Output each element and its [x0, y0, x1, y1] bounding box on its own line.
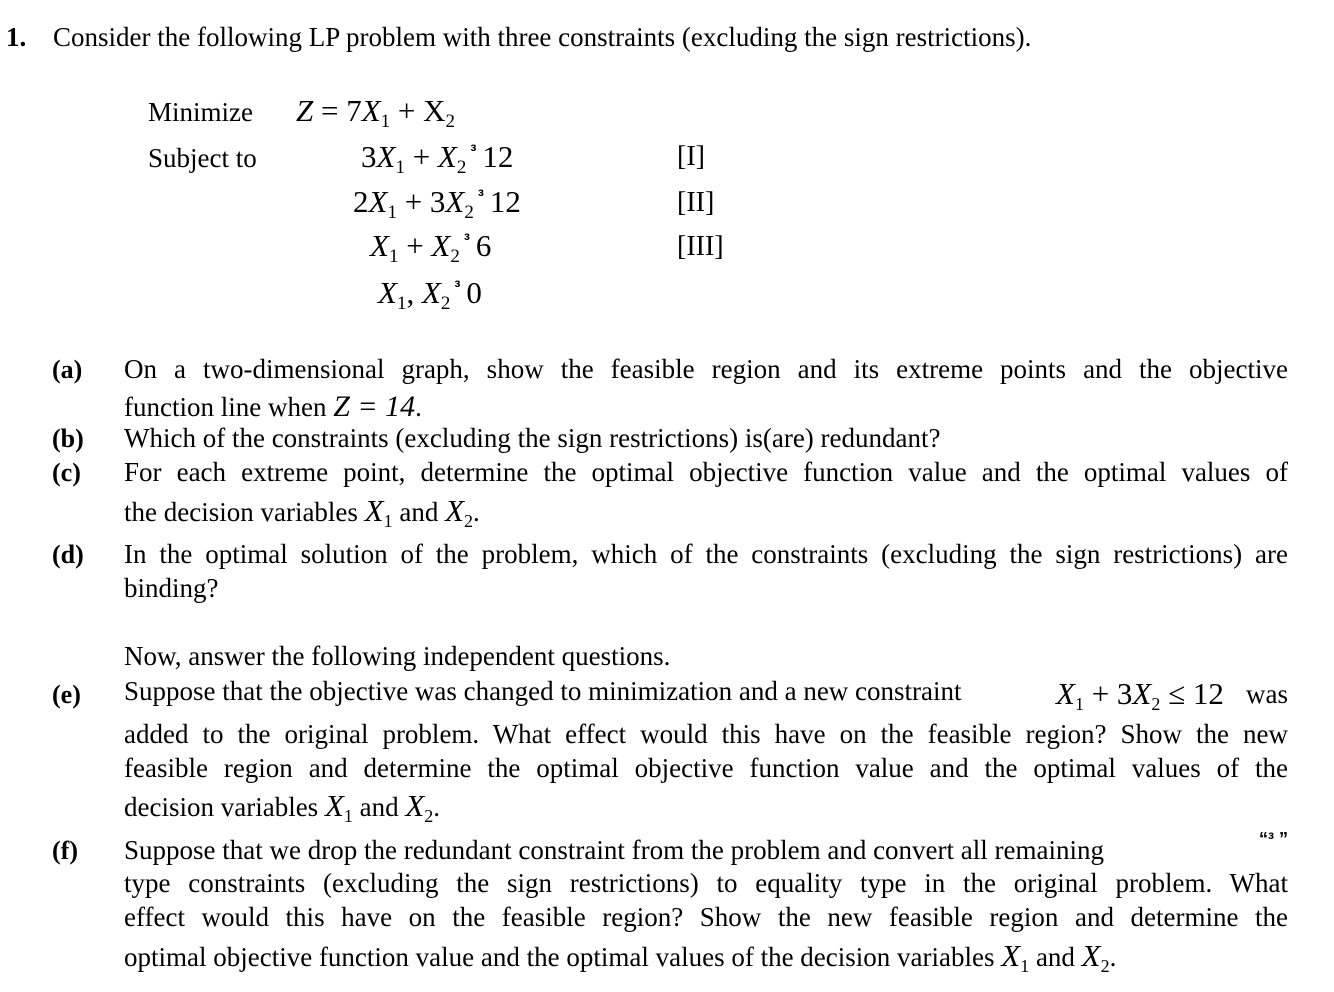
- part-a-line-1: On a two-dimensional graph, show the feasible region and its extreme points and the objective: [124, 354, 1288, 384]
- part-c-line-2: the decision variables $X_1$ and $X_2$.: [124, 493, 480, 531]
- part-a-label: (a): [52, 355, 83, 384]
- constraint-2: $2X_1 + 3X_2^{^3}$ 12: [353, 184, 521, 223]
- constraint-3-tag: [III]: [677, 231, 724, 262]
- question-number: 1.: [6, 22, 27, 52]
- constraint-1: $3X_1 + X_2^{^3}$ 12: [361, 139, 514, 178]
- constraint-relation: ³: [470, 141, 477, 161]
- sign-restriction: $X_1$, $X_2^{^3}$ 0: [378, 275, 482, 314]
- part-c-line-1: For each extreme point, determine the optimal objective function value and the optimal values of: [124, 457, 1288, 487]
- part-f-line-2: type constraints (excluding the sign restrictions) to equality type in the original problem. What: [124, 868, 1288, 898]
- part-e-line-1: Suppose that the objective was changed to minimization and a new constraint $X_1 + 3X_2 \le 12$ was: [124, 676, 1288, 714]
- part-f-label: (f): [52, 836, 78, 865]
- independent-questions-intro: Now, answer the following independent questions.: [124, 641, 671, 671]
- geq-quote: “³ ”: [1259, 829, 1288, 849]
- part-e-line-2: added to the original problem. What effect would this have on the feasible region? Show the new: [124, 719, 1288, 749]
- part-e-label: (e): [52, 680, 81, 709]
- subject-to-label: Subject to: [148, 143, 257, 173]
- constraint-2-tag: [II]: [677, 187, 715, 218]
- part-b-line-1: Which of the constraints (excluding the sign restrictions) is(are) redundant?: [124, 423, 941, 453]
- part-d-label: (d): [52, 540, 84, 569]
- part-e-line-3: feasible region and determine the optimal objective function value and the optimal values of the: [124, 753, 1288, 783]
- question-intro: Consider the following LP problem with three constraints (excluding the sign restrictions).: [53, 22, 1032, 52]
- constraint-3: $X_1 + X_2^{^3}$ 6: [370, 228, 492, 267]
- part-e-line-4: decision variables $X_1$ and $X_2$.: [124, 788, 441, 826]
- part-d-line-1: In the optimal solution of the problem, which of the constraints (excluding the sign restrictions) are: [124, 539, 1288, 569]
- part-b-label: (b): [52, 424, 84, 453]
- part-a-line-2: function line when Z = 14.: [124, 390, 422, 423]
- part-d-line-2: binding?: [124, 573, 219, 603]
- part-f-line-3: effect would this have on the feasible region? Show the new feasible region and determine the: [124, 902, 1288, 932]
- objective-function: $Z = 7X_1 + X_2$: [296, 93, 456, 132]
- part-c-label: (c): [52, 458, 81, 487]
- constraint-1-tag: [I]: [677, 141, 705, 172]
- part-f-line-4: optimal objective function value and the optimal values of the decision variables $X_1$ and $X_2$.: [124, 938, 1117, 976]
- minimize-label: Minimize: [148, 97, 253, 127]
- part-f-line-1: Suppose that we drop the redundant constraint from the problem and convert all remaining “³ ”: [124, 829, 1288, 865]
